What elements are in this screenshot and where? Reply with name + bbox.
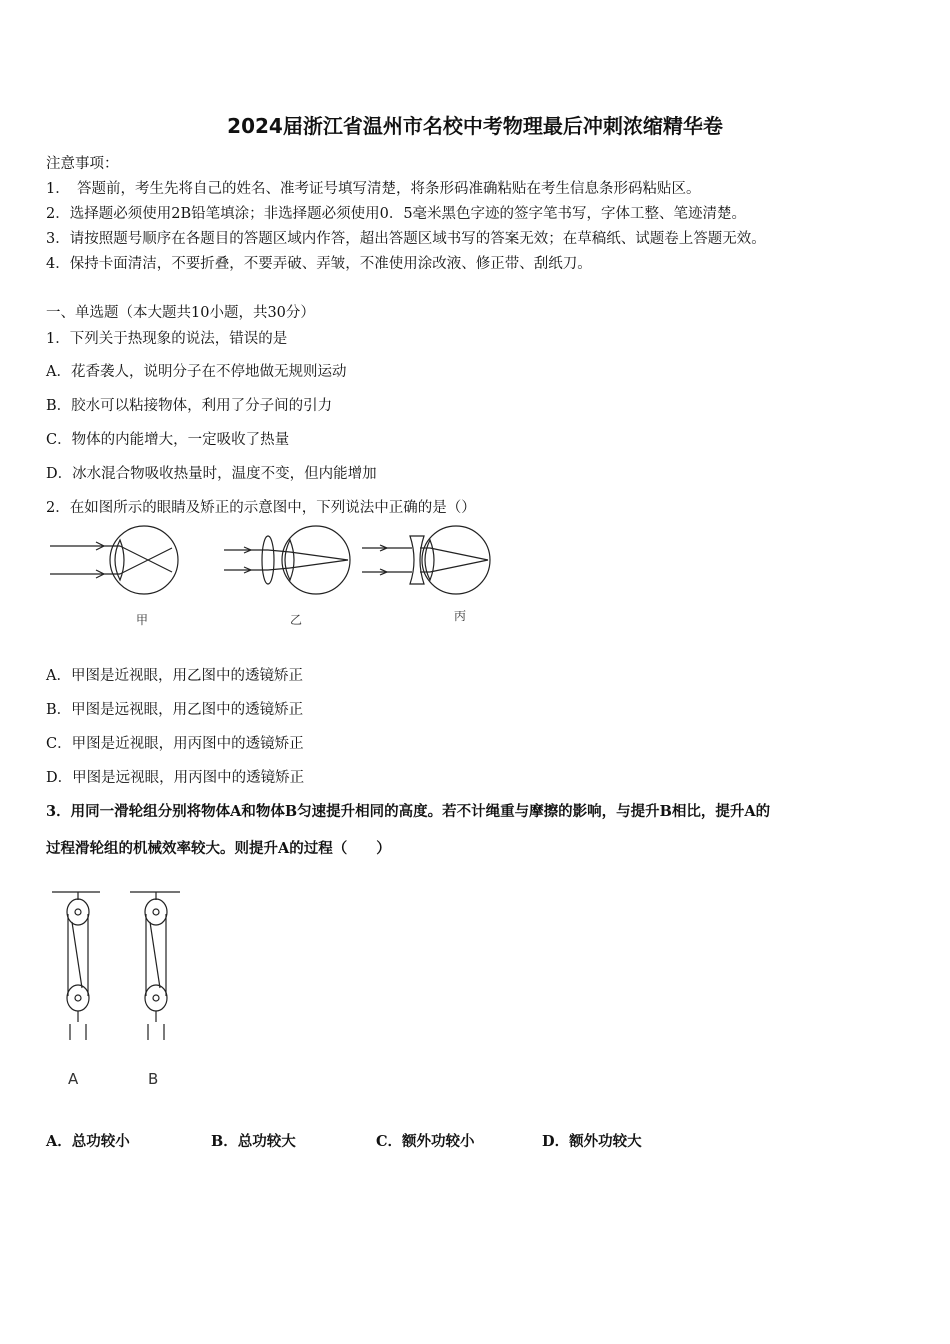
q2-option-d: D．甲图是远视眼，用丙图中的透镜矫正 (46, 770, 305, 786)
page-title: 2024届浙江省温州市名校中考物理最后冲刺浓缩精华卷 (227, 114, 723, 138)
eye-diagram-jia (50, 526, 178, 594)
pulley-label-b: B (148, 1070, 159, 1088)
q1-option-a: A．花香袭人，说明分子在不停地做无规则运动 (46, 364, 347, 380)
section-heading: 一、单选题（本大题共10小题，共30分） (46, 305, 315, 321)
q2-option-c: C．甲图是近视眼，用丙图中的透镜矫正 (46, 736, 304, 752)
q2-option-a: A．甲图是近视眼，用乙图中的透镜矫正 (46, 668, 303, 684)
q1-option-d: D．冰水混合物吸收热量时，温度不变，但内能增加 (46, 466, 377, 482)
eye-diagrams-figure (44, 522, 504, 632)
q3-stem-line-2: 过程滑轮组的机械效率较大。则提升A的过程（ ） (46, 840, 391, 857)
pulley-diagrams-figure (50, 884, 190, 1094)
notice-item-1: 1． 答题前，考生先将自己的姓名、准考证号填写清楚，将条形码准确粘贴在考生信息条形码粘贴区。 (46, 181, 701, 197)
q3-option-a: A．总功较小 (46, 1133, 130, 1150)
pulley-system-a (52, 892, 100, 1040)
fig-label-bing: 丙 (454, 609, 467, 623)
pulley-label-a: A (68, 1070, 79, 1088)
q1-option-c: C．物体的内能增大，一定吸收了热量 (46, 432, 290, 448)
q3-option-c: C．额外功较小 (376, 1133, 475, 1150)
notice-heading: 注意事项： (46, 156, 119, 172)
fig-label-yi: 乙 (290, 613, 303, 627)
notice-item-4: 4．保持卡面清洁，不要折叠，不要弄破、弄皱，不准使用涂改液、修正带、刮纸刀。 (46, 256, 592, 272)
eye-diagram-yi (224, 526, 350, 594)
notice-item-2: 2．选择题必须使用2B铅笔填涂；非选择题必须使用0．5毫米黑色字迹的签字笔书写，字体工整、笔迹清楚。 (46, 206, 747, 222)
q1-stem: 1．下列关于热现象的说法，错误的是 (46, 331, 288, 347)
q2-stem: 2．在如图所示的眼睛及矫正的示意图中，下列说法中正确的是（） (46, 500, 476, 516)
notice-item-3: 3．请按照题号顺序在各题目的答题区域内作答，超出答题区域书写的答案无效；在草稿纸、试题卷上答题无效。 (46, 231, 766, 247)
eye-diagram-bing (362, 526, 490, 594)
fig-label-jia: 甲 (136, 613, 149, 627)
q2-option-b: B．甲图是远视眼，用乙图中的透镜矫正 (46, 702, 304, 718)
q3-option-d: D．额外功较大 (542, 1133, 642, 1150)
q3-option-b: B．总功较大 (211, 1133, 296, 1150)
q3-stem-line-1: 3．用同一滑轮组分别将物体A和物体B匀速提升相同的高度。若不计绳重与摩擦的影响，与提升B相比，提升A的 (46, 803, 771, 820)
pulley-system-b (130, 892, 180, 1040)
q1-option-b: B．胶水可以粘接物体，利用了分子间的引力 (46, 398, 333, 414)
